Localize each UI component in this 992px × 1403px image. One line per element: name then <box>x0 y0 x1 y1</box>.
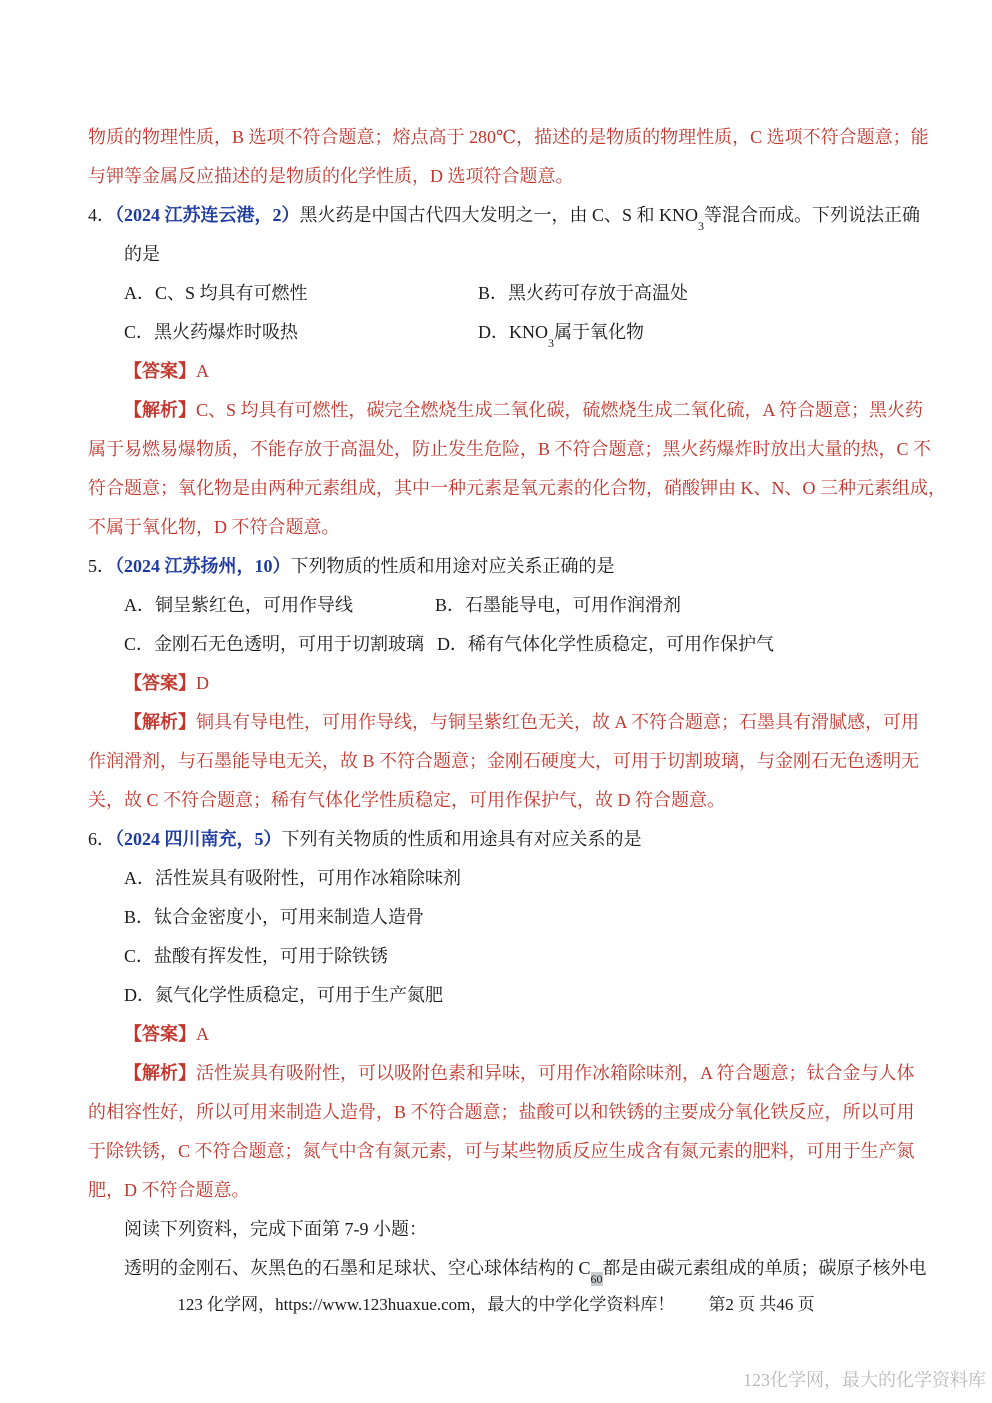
question-5-analysis-line-1 <box>88 703 920 742</box>
analysis-label: 【解析】 <box>124 712 196 732</box>
reading-passage-text-1: 透明的金刚石、灰黑色的石墨和足球状、空心球体结构的 C <box>124 1258 591 1278</box>
question-6-option-c: C．盐酸有挥发性，可用于除铁锈 <box>124 946 389 966</box>
question-4-title-wrap: 的是 <box>124 244 160 264</box>
page-content <box>88 118 946 1288</box>
question-5-option-b: B．石墨能导电，可用作润滑剂 <box>435 595 682 615</box>
question-6-option-b: B．钛合金密度小，可用来制造人造骨 <box>124 907 425 927</box>
question-6-number: 6． <box>88 829 115 849</box>
question-4-option-d <box>478 322 644 350</box>
answer-label: 【答案】 <box>124 361 196 381</box>
question-4-answer-row <box>88 352 908 391</box>
question-6-analysis-line-4: 肥，D 不符合题意。 <box>88 1180 250 1200</box>
question-5-number: 5． <box>88 556 115 576</box>
question-6-analysis-line-3: 于除铁锈，C 不符合题意；氮气中含有氮元素，可与某些物质反应生成含有氮元素的肥料，可用于生产氮 <box>88 1141 915 1161</box>
question-5-answer: D <box>196 673 209 693</box>
question-6-answer: A <box>196 1024 209 1044</box>
question-6-analysis-line-1 <box>88 1054 915 1093</box>
page-footer <box>0 1290 992 1320</box>
site-watermark: 123化学网，最大的化学资料库 <box>743 1370 986 1390</box>
question-4-analysis-line-4: 不属于氧化物，D 不符合题意。 <box>88 517 340 537</box>
question-4-option-c: C．黑火药爆炸时吸热 <box>124 322 299 342</box>
question-6-title <box>88 820 908 859</box>
kno3-subscript: 3 <box>548 335 554 350</box>
question-4-title <box>88 196 921 235</box>
carryover-analysis-line-2: 与钾等金属反应描述的是物质的化学性质，D 选项符合题意。 <box>88 166 574 186</box>
question-6-option-a: A．活性炭具有吸附性，可用作冰箱除味剂 <box>124 868 461 888</box>
question-4-analysis-line-3: 符合题意；氧化物是由两种元素组成，其中一种元素是氧元素的化合物，硝酸钾由 K、N、O 三种元素组成， <box>88 478 946 498</box>
question-4-number: 4． <box>88 205 115 225</box>
question-4-options-row-2 <box>88 313 908 352</box>
question-6-text: 下列有关物质的性质和用途具有对应关系的是 <box>281 829 642 849</box>
carryover-analysis-line-1: 物质的物理性质，B 选项不符合题意；熔点高于 280℃，描述的是物质的物理性质，C 选项不符合题意；能 <box>88 127 929 147</box>
question-6-analysis-text-1: 活性炭具有吸附性，可以吸附色素和异味，可用作冰箱除味剂，A 符合题意；钛合金与人体 <box>196 1063 915 1083</box>
question-5-analysis-line-2: 作润滑剂，与石墨能导电无关，故 B 不符合题意；金刚石硬度大，可用于切割玻璃，与金刚石无色透明无 <box>88 751 920 771</box>
footer-page-number: 第2 页 共46 页 <box>708 1295 815 1314</box>
question-5-option-d: D．稀有气体化学性质稳定，可用作保护气 <box>437 634 774 654</box>
reading-passage-text-2: 都是由碳元素组成的单质；碳原子核外电 <box>602 1258 927 1278</box>
question-4-text-2: 等混合而成。下列说法正确 <box>704 205 921 225</box>
c60-subscript-highlighted: 60 <box>590 1271 603 1286</box>
question-5-option-a: A．铜呈紫红色，可用作导线 <box>124 595 353 615</box>
question-4-text-1: 黑火药是中国古代四大发明之一，由 C、S 和 KNO <box>299 205 699 225</box>
question-5-options-row-1 <box>88 586 908 625</box>
question-5-options-row-2 <box>88 625 908 664</box>
kno3-subscript: 3 <box>698 218 705 233</box>
question-6-analysis-line-2: 的相容性好，所以可用来制造人造骨，B 不符合题意；盐酸可以和铁锈的主要成分氧化铁反应，所以可用 <box>88 1102 915 1122</box>
question-5-analysis-line-3: 关，故 C 不符合题意；稀有气体化学性质稳定，可用作保护气，故 D 符合题意。 <box>88 790 726 810</box>
question-4-option-a: A．C、S 均具有可燃性 <box>124 283 308 303</box>
question-5-option-c: C．金刚石无色透明，可用于切割玻璃 <box>124 634 425 654</box>
question-6-answer-row <box>88 1015 908 1054</box>
analysis-label: 【解析】 <box>124 400 196 420</box>
question-5-source-tag: （2024 江苏扬州，10） <box>115 556 291 576</box>
question-5-title <box>88 547 908 586</box>
footer-site-info: 123 化学网，https://www.123huaxue.com，最大的中学化学资料库！ <box>177 1295 675 1314</box>
question-5-analysis-text-1: 铜具有导电性，可用作导线，与铜呈紫红色无关，故 A 不符合题意；石墨具有滑腻感，可用 <box>196 712 920 732</box>
answer-label: 【答案】 <box>124 1024 196 1044</box>
question-4-option-d-text-1: D．KNO <box>478 322 548 342</box>
question-6-source-tag: （2024 四川南充，5） <box>115 829 282 849</box>
question-4-analysis-text-1: C、S 均具有可燃性，碳完全燃烧生成二氧化碳，硫燃烧生成二氧化硫，A 符合题意；黑火药 <box>196 400 924 420</box>
question-6-option-d: D．氮气化学性质稳定，可用于生产氮肥 <box>124 985 443 1005</box>
question-4-analysis-line-1 <box>88 391 924 430</box>
question-4-source-tag: （2024 江苏连云港，2） <box>115 205 300 225</box>
answer-label: 【答案】 <box>124 673 196 693</box>
question-4-options-row-1 <box>88 274 908 313</box>
question-5-answer-row <box>88 664 908 703</box>
question-4-option-b: B．黑火药可存放于高温处 <box>478 283 689 303</box>
question-4-analysis-line-2: 属于易燃易爆物质，不能存放于高温处，防止发生危险，B 不符合题意；黑火药爆炸时放出大量的热，C 不 <box>88 439 932 459</box>
question-5-text: 下列物质的性质和用途对应关系正确的是 <box>290 556 615 576</box>
question-4-answer: A <box>196 361 209 381</box>
question-4-option-d-text-2: 属于氧化物 <box>554 322 644 342</box>
analysis-label: 【解析】 <box>124 1063 196 1083</box>
reading-passage-line-1 <box>88 1249 927 1288</box>
reading-intro: 阅读下列资料，完成下面第 7-9 小题： <box>124 1219 427 1239</box>
